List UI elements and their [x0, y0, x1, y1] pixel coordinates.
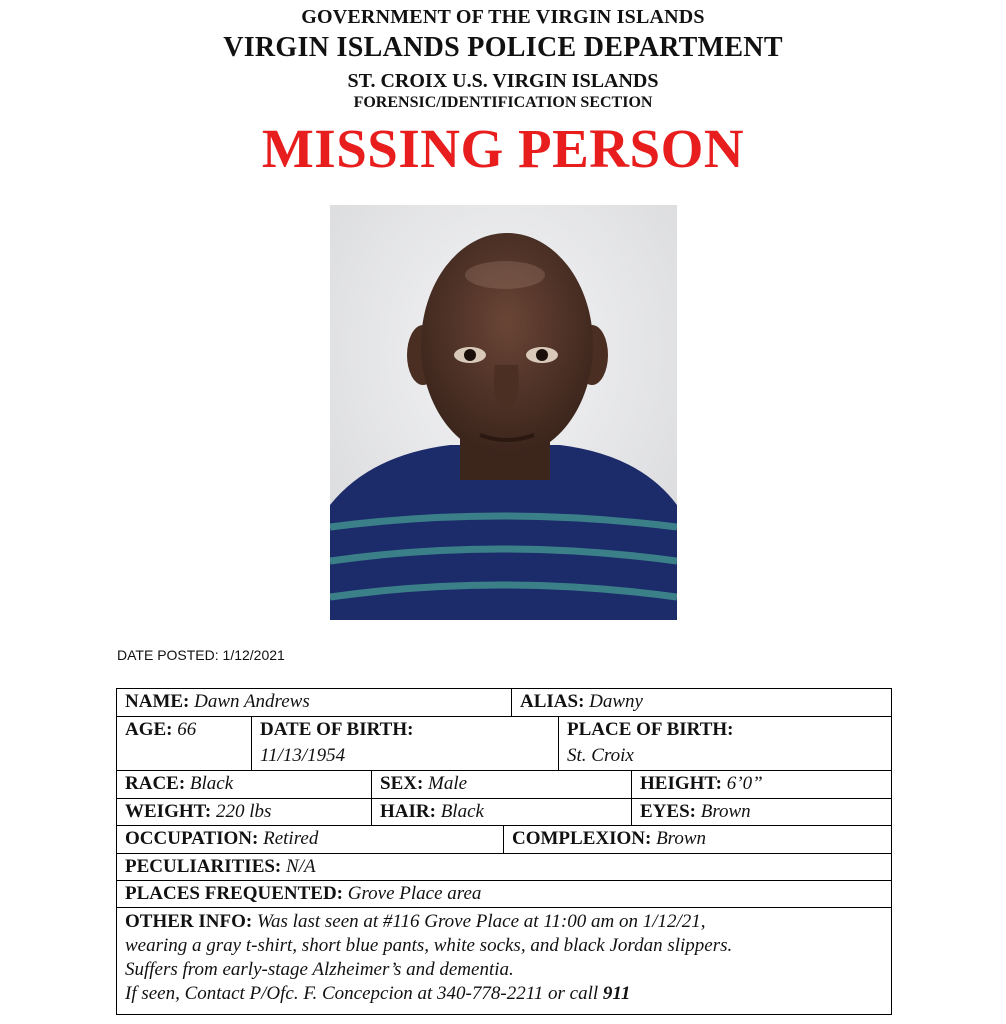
- places-cell: [117, 881, 891, 907]
- dob-value: 11/13/1954: [260, 745, 346, 766]
- sex-cell: [371, 771, 631, 798]
- occupation-value: Retired: [263, 828, 319, 849]
- peculiarities-cell: [117, 854, 891, 880]
- height-cell: [631, 771, 891, 798]
- sex-label: SEX:: [380, 773, 424, 794]
- eyes-label: EYES:: [640, 801, 696, 822]
- contact-text: If seen, Contact P/Ofc. F. Concepcion at 340-778-2211 or call: [125, 983, 599, 1004]
- alias-cell: [511, 689, 891, 716]
- header-section: FORENSIC/IDENTIFICATION SECTION: [353, 94, 653, 111]
- header-government: GOVERNMENT OF THE VIRGIN ISLANDS: [301, 6, 705, 28]
- other-info-line-3: Suffers from early-stage Alzheimer’s and dementia.: [125, 959, 514, 980]
- table-row: [117, 799, 891, 826]
- other-info-line-2: wearing a gray t-shirt, short blue pants, white socks, and black Jordan slippers.: [125, 935, 733, 956]
- poster-title: MISSING PERSON: [261, 118, 745, 179]
- other-info-line-4: [125, 982, 891, 1006]
- weight-value: 220 lbs: [215, 801, 272, 822]
- missing-person-photo: [330, 205, 677, 620]
- emergency-number: 911: [602, 983, 631, 1004]
- age-cell: [117, 717, 251, 770]
- race-label: RACE:: [125, 773, 186, 794]
- hair-cell: [371, 799, 631, 825]
- age-label: AGE:: [125, 719, 173, 740]
- other-info-line-1: [125, 910, 891, 934]
- complexion-cell: [503, 826, 891, 853]
- peculiarities-label: PECULIARITIES:: [125, 856, 282, 877]
- table-row: [117, 826, 891, 854]
- eyes-value: Brown: [700, 801, 751, 822]
- places-value: Grove Place area: [347, 883, 482, 904]
- name-label: NAME:: [125, 691, 190, 712]
- complexion-value: Brown: [656, 828, 707, 849]
- table-row: [117, 854, 891, 881]
- name-value: Dawn Andrews: [194, 691, 310, 712]
- details-table: [116, 688, 892, 1015]
- table-row: [117, 908, 891, 1014]
- date-posted: DATE POSTED: 1/12/2021: [117, 647, 285, 663]
- dob-cell: [251, 717, 558, 770]
- name-cell: [117, 689, 511, 716]
- race-value: Black: [189, 773, 234, 794]
- occupation-label: OCCUPATION:: [125, 828, 259, 849]
- other-info-label: OTHER INFO:: [125, 911, 253, 932]
- weight-cell: [117, 799, 371, 825]
- eyes-cell: [631, 799, 891, 825]
- table-row: [117, 717, 891, 771]
- pob-label: PLACE OF BIRTH:: [567, 719, 734, 740]
- race-cell: [117, 771, 371, 798]
- height-value: 6’0”: [726, 773, 763, 794]
- height-label: HEIGHT:: [640, 773, 722, 794]
- peculiarities-value: N/A: [286, 856, 316, 877]
- pob-value: St. Croix: [567, 745, 634, 766]
- table-row: [117, 689, 891, 717]
- other-info-text-1: Was last seen at #116 Grove Place at 11:00 am on 1/12/21,: [256, 911, 706, 932]
- table-row: [117, 771, 891, 799]
- alias-label: ALIAS:: [520, 691, 585, 712]
- weight-label: WEIGHT:: [125, 801, 212, 822]
- pob-cell: [558, 717, 891, 770]
- hair-value: Black: [440, 801, 484, 822]
- alias-value: Dawny: [589, 691, 643, 712]
- age-value: 66: [177, 719, 197, 740]
- dob-label: DATE OF BIRTH:: [260, 719, 414, 740]
- complexion-label: COMPLEXION:: [512, 828, 652, 849]
- places-label: PLACES FREQUENTED:: [125, 883, 343, 904]
- header-department: VIRGIN ISLANDS POLICE DEPARTMENT: [223, 32, 783, 63]
- occupation-cell: [117, 826, 503, 853]
- other-info-cell: [117, 908, 891, 1014]
- table-row: [117, 881, 891, 908]
- header-location: ST. CROIX U.S. VIRGIN ISLANDS: [347, 70, 659, 92]
- sex-value: Male: [428, 773, 468, 794]
- hair-label: HAIR:: [380, 801, 436, 822]
